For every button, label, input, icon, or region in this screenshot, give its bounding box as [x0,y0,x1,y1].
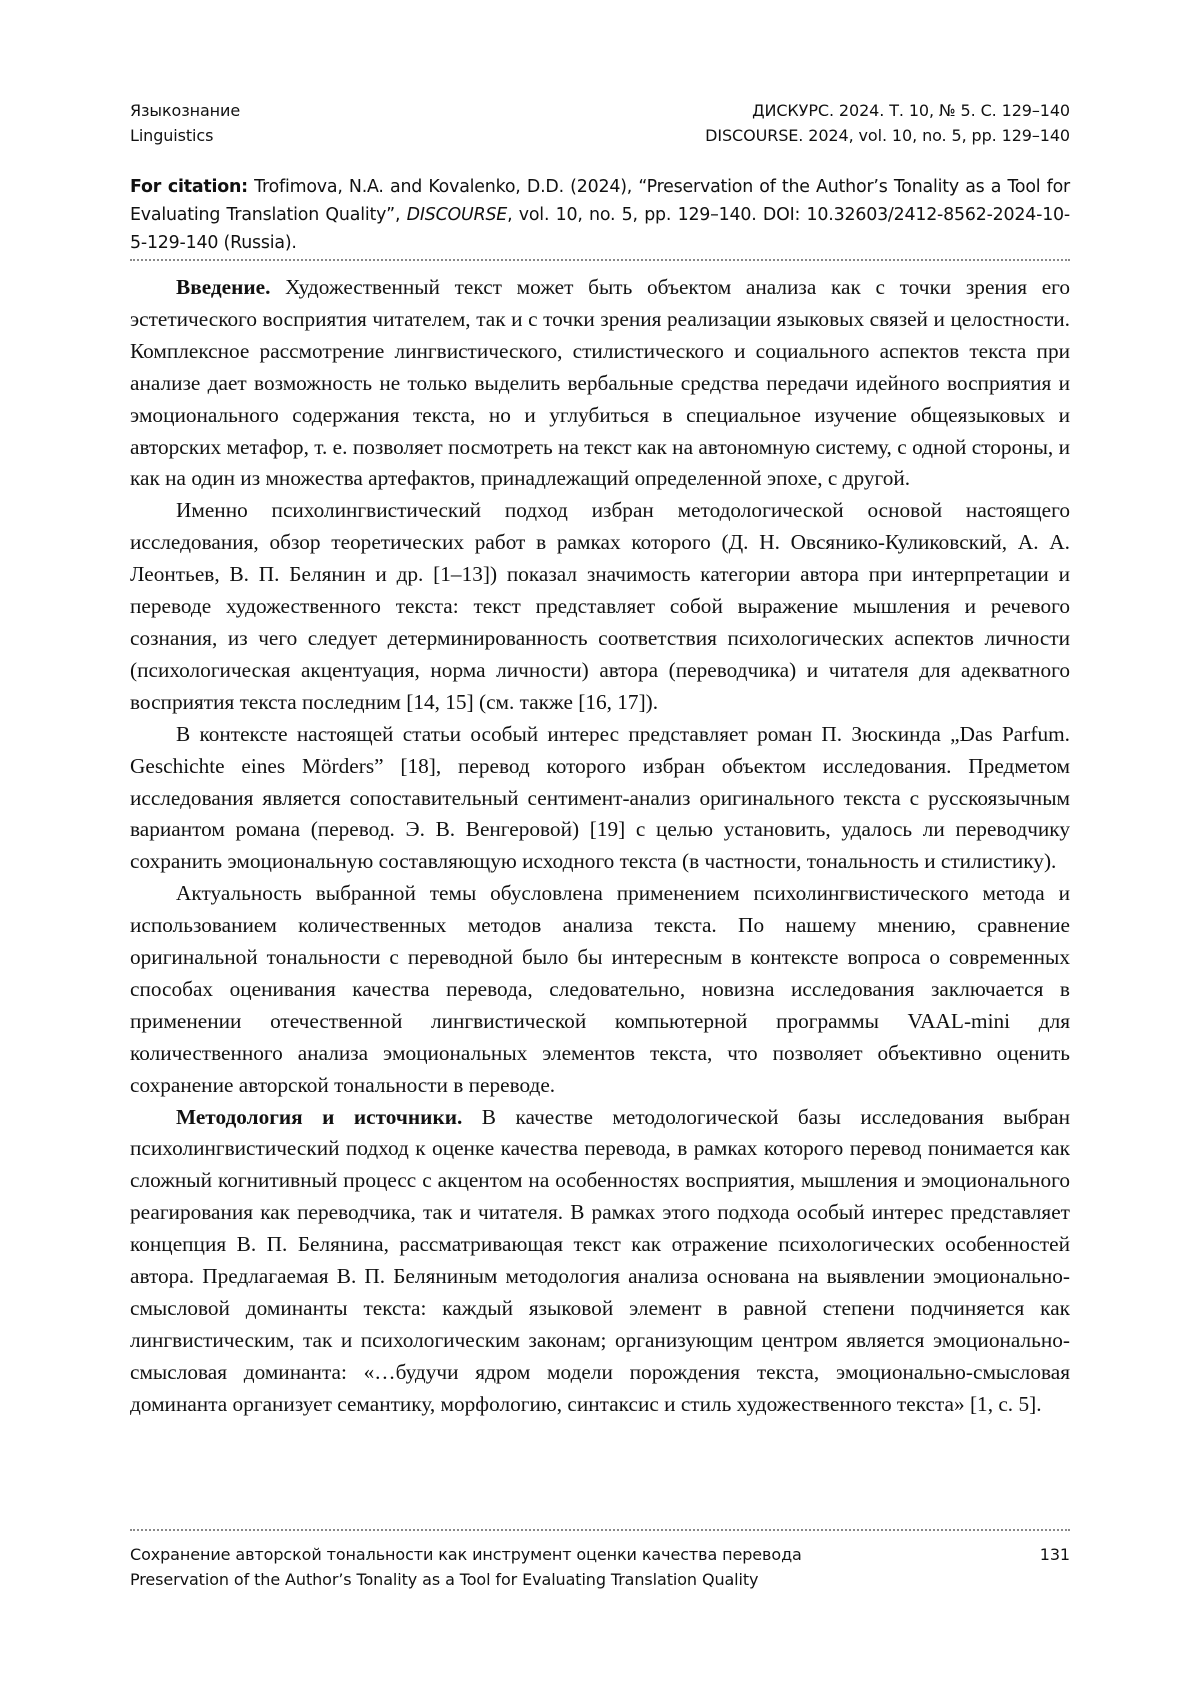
paragraph-text: Художественный текст может быть объектом анализа как с точки зрения его эстетического восприятия читателем, так и с точки зрения реализации языковых связей и целостности. Комплексное рассмотрение лингвистического, стилистического и социального аспектов текста при анализе дает возможность не только выделить вербальные средства передачи идейного восприятия и эмоционального содержания текста, но и углубиться в специальное изучение общеязыковых и авторских метафор, т. е. позволяет посмотреть на текст как на автономную систему, с одной стороны, и как на один из множества артефактов, принадлежащий определенной эпохе, с другой. [130,275,1070,491]
citation-journal: DISCOURSE [406,205,508,225]
section-en: Linguistics [130,126,214,145]
section-ru: Языкознание [130,101,241,120]
running-header [130,98,1070,148]
running-footer [130,1542,1070,1592]
citation-divider [130,259,1070,261]
paragraph-text: В качестве методологической базы исследования выбран психолингвистический подход к оценке качества перевода, в рамках которого перевод понимается как сложный когнитивный процесс с акцентом на особенностях восприятия, мышления и эмоционального реагирования как переводчика, так и читателя. В рамках этого подхода особый интерес представляет концепция В. П. Белянина, рассматривающая текст как отражение психологических особенностей автора. Предлагаемая В. П. Беляниным методология анализа основана на выявлении эмоционально-смысловой доминанты текста: каждый языковой элемент в равной степени подчиняется как лингвистическим, так и психологическим законам; организующим центром является эмоционально-смысловая доминанта: «…будучи ядром модели порождения текста, эмоционально-смысловая доминанта организует семантику, морфологию, синтаксис и стиль художественного текста» [1, с. 5]. [130,1104,1070,1416]
heading-introduction: Введение. [176,275,271,299]
article-title-en: Preservation of the Author’s Tonality as a Tool for Evaluating Translation Quality [130,1570,759,1589]
citation-block [130,173,1070,257]
paragraph-approach: Именно психолингвистический подход избран методологической основой настоящего исследования, обзор теоретических работ в рамках которого (Д. Н. Овсянико-Куликовский, А. А. Леонтьев, В. П. Белянин и др. [1–13]) показал значимость категории автора при интерпретации и переводе художественного текста: текст представляет собой выражение мышления и речевого сознания, из чего следует детерминированность соответствия психологических аспектов личности (психологическая акцентуация, норма личности) автора (переводчика) и читателя для адекватного восприятия текста последним [14, 15] (см. также [16, 17]). [130,498,1070,714]
article-body [130,272,1070,1421]
paragraph-relevance: Актуальность выбранной темы обусловлена применением психолингвистического метода и использованием количественных методов анализа текста. По нашему мнению, сравнение оригинальной тональности с переводной было бы интересным в контексте вопроса о современных способах оценивания качества перевода, следовательно, новизна исследования заключается в применении отечественной лингвистической компьютерной программы VAAL-mini для количественного анализа эмоциональных элементов текста, что позволяет объективно оценить сохранение авторской тональности в переводе. [130,881,1070,1097]
footer-divider [130,1529,1070,1531]
heading-methodology: Методология и источники. [176,1104,463,1129]
article-title-ru: Сохранение авторской тональности как инструмент оценки качества перевода [130,1545,802,1564]
paragraph-context: В контексте настоящей статьи особый интерес представляет роман П. Зюскинда „Das Parfum. Geschichte eines Mörders” [18], перевод которого избран объектом исследования. Предметом исследования является сопоставительный сентимент-анализ оригинального текста с русскоязычным вариантом романа (перевод. Э. В. Венгеровой) [19] с целью установить, удалось ли переводчику сохранить эмоциональную составляющую исходного текста (в частности, тональность и стилистику). [130,721,1070,874]
journal-info-en: DISCOURSE. 2024, vol. 10, no. 5, pp. 129–140 [705,126,1070,145]
citation-text-end: , vol. 10, no. 5, pp. 129–140. DOI: 10.32603/2412-8562-2024-10-5-129-140 (Russia). [130,205,1070,253]
citation-text-start: Trofimova, N.A. and Kovalenko, D.D. (2024), “Preservation of the Author’s Tonality as a Tool for Evaluating Translation Quality”, [130,177,1070,225]
journal-info-ru: ДИСКУРС. 2024. Т. 10, № 5. С. 129–140 [752,101,1070,120]
paragraph-introduction [130,272,1070,495]
page-number: 131 [1039,1545,1070,1564]
paragraph-methodology [130,1102,1070,1421]
citation-label: For citation: [130,177,248,197]
